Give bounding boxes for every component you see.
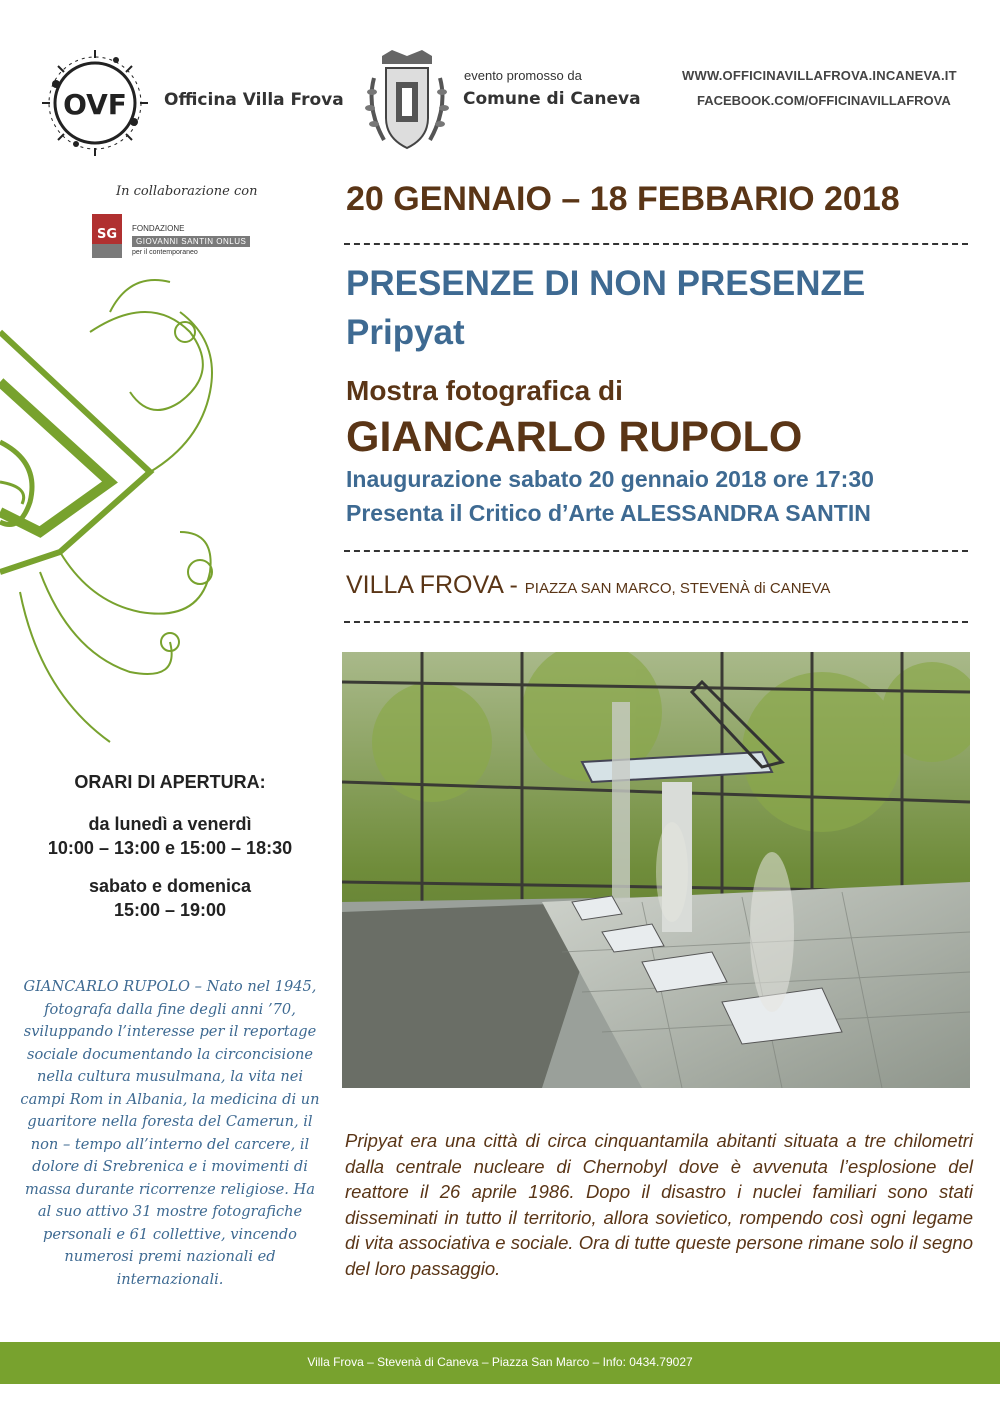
exhibition-photo	[342, 652, 970, 1088]
presenter-prefix: Presenta il Critico d’Arte	[346, 500, 615, 526]
venue-address: PIAZZA SAN MARCO, STEVENÀ di CANEVA	[524, 580, 831, 597]
artist-bio: GIANCARLO RUPOLO – Nato nel 1945, fotografa dalla fine degli anni ’70, sviluppando l’interesse per il reportage sociale documentando la circoncisione nella cultura musulmana, la vita nei campi Rom in Albania, la medicina di un guaritore nella foresta del Camerun, il non – tempo all’interno del carcere, il dolore di Srebrenica e i movimenti di massa durante ricorrenze religiose. Ha al suo attivo 31 mostre fotografiche personali e 61 collettive, vincendo numerosi premi nazionali ed internazionali.	[20, 978, 320, 1288]
presenter-info	[346, 500, 871, 527]
dashed-divider	[344, 621, 968, 623]
dashed-divider	[344, 243, 968, 245]
presenter-name: ALESSANDRA SANTIN	[619, 500, 871, 526]
promo-label: evento promosso da	[464, 68, 582, 83]
event-subtitle: Pripyat	[346, 313, 465, 352]
promo-name: Comune di Caneva	[463, 89, 641, 109]
facebook-link[interactable]: FACEBOOK.COM/OFFICINAVILLAFROVA	[697, 93, 951, 108]
artist-name: GIANCARLO RUPOLO	[346, 413, 803, 461]
weekend-label: sabato e domenica	[88, 876, 252, 896]
sg-logo-text: SG	[96, 227, 118, 242]
hours-heading: ORARI DI APERTURA:	[74, 772, 266, 792]
dashed-divider	[344, 550, 968, 552]
website-link[interactable]: WWW.OFFICINAVILLAFROVA.INCANEVA.IT	[682, 68, 957, 83]
comune-crest-icon	[364, 48, 450, 154]
pripyat-description: Pripyat era una città di circa cinquantamila abitanti situata a tre chilometri dalla centrale nucleare di Chernobyl dove è avvenuta l’esplosione del reattore il 26 aprile 1986. Dopo il disastro i nuclei familiari sono stati disseminati in tutto il territorio, allora sovietico, rompendo così ogni legame di vita associativa e sociale. Ora di tutte queste persone rimane solo il segno del loro passaggio.	[345, 1130, 973, 1279]
fondazione-line1: FONDAZIONE	[132, 224, 185, 233]
decorative-swirl	[0, 272, 270, 772]
footer-info: Villa Frova – Stevenà di Caneva – Piazza San Marco – Info: 0434.79027	[307, 1355, 693, 1369]
event-title: PRESENZE DI NON PRESENZE	[346, 264, 866, 303]
ovf-name: Officina Villa Frova	[164, 90, 344, 110]
fondazione-santin-logo	[92, 214, 122, 258]
venue-info	[346, 571, 830, 600]
fondazione-line2: GIOVANNI SANTIN ONLUS	[132, 236, 250, 247]
weekday-hours: 10:00 – 13:00 e 15:00 – 18:30	[47, 838, 293, 858]
weekend-hours: 15:00 – 19:00	[113, 900, 227, 920]
weekday-label: da lunedì a venerdì	[88, 814, 252, 834]
inauguration-info: Inaugurazione sabato 20 gennaio 2018 ore 17:30	[346, 466, 874, 492]
exhibition-label: Mostra fotografica di	[346, 375, 623, 406]
event-dates: 20 GENNAIO – 18 FEBBARIO 2018	[346, 180, 900, 218]
ovf-logo	[36, 44, 154, 162]
ovf-logo-text: OVF	[63, 88, 127, 121]
fondazione-line3: per il contemporaneo	[132, 249, 198, 256]
venue-separator: -	[509, 571, 518, 599]
collab-label: In collaborazione con	[116, 184, 258, 199]
venue-name: VILLA FROVA	[346, 571, 503, 599]
